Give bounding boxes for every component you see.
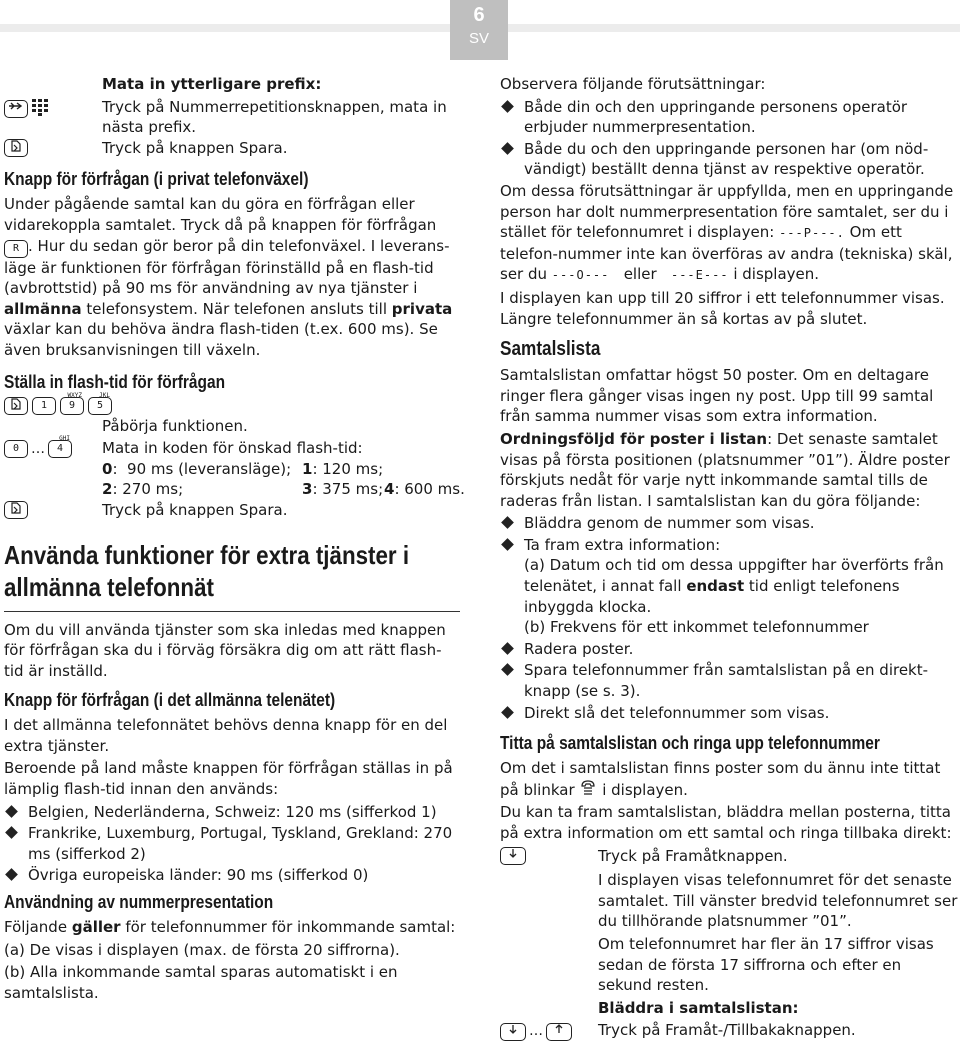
forward-key-icon (500, 1023, 526, 1041)
scroll-step: … Tryck på Framåt-/Tillbakaknappen. (500, 1020, 958, 1041)
order-paragraph: Ordningsföljd för poster i listan: Det senaste samtalet visas på första positionen (platsnummer ”01”). Äldre poster förskjuts nedåt för varje nytt inkommande samtal tills de raderas från listan. I samtalslistan kan du göra följande: (500, 429, 950, 510)
prefix-step-1-text: Tryck på Nummerrepetitionsknappen, mata in nästa prefix. (102, 97, 447, 137)
key-4-icon: GHI 4 (48, 440, 72, 458)
call-list-actions (500, 513, 958, 723)
language-code: SV (468, 30, 489, 47)
public-network-paragraph: Om du vill använda tjänster som ska inledas med knappen för förfrågan ska du i förväg försäkra dig om att rätt flash-tid är inställd. (4, 620, 446, 680)
display-private-code: ---P---. (779, 226, 845, 241)
redial-key-icon (4, 100, 28, 118)
left-column (4, 74, 465, 1005)
list-item: Belgien, Nederländerna, Schweiz: 120 ms (sifferkod 1) (4, 802, 460, 823)
view-paragraph-1: Om det i samtalslistan finns poster som du ännu inte tittat på blinkar i displayen. (500, 759, 941, 799)
flash-code-4: 4: 600 ms. (384, 480, 465, 499)
view-paragraph-2: Du kan ta fram samtalslistan, bläddra mellan posterna, titta på extra information om ett samtal och ringa tillbaka direkt: (500, 803, 952, 842)
public-key-paragraph-1: I det allmänna telefonnätet behövs denna knapp för en del extra tjänster. (4, 716, 448, 755)
list-item: Frankrike, Luxemburg, Portugal, Tyskland, Grekland: 270 ms (sifferkod 2) (4, 823, 460, 864)
digits-paragraph: I displayen kan upp till 20 siffror i ett telefonnummer visas. Längre telefonnummer än så kortas av på slutet. (500, 288, 945, 328)
prefix-heading: Mata in ytterligare prefix: (102, 75, 322, 93)
prefix-step-2 (4, 138, 460, 159)
list-item: Både du och den uppringande personen har (om nöd-vändigt) beställt denna tjänst av respektive operatör. (500, 139, 958, 180)
heading-view-call-list: Titta på samtalslistan och ringa upp telefonnummer (500, 733, 880, 754)
forward-description-1: I displayen visas telefonnumret för det senaste samtalet. Till vänster bredvid telefonnumret ser du tillhörande platsnummer ”01”. (598, 871, 958, 931)
flash-code-2: 2: 270 ms; (102, 480, 184, 499)
flash-step-2: 0 … GHI 4 Mata in koden för önskad flash-tid: 0: 90 ms (leveransläge); 1: 120 ms; 2: 270 ms; 3: 375 ms; 4: 600 ms. (4, 438, 460, 500)
conditions-list (500, 97, 958, 180)
list-item: Radera poster. (500, 639, 958, 660)
heading-call-list: Samtalslista (500, 338, 601, 361)
prefix-step-1-icons (4, 98, 49, 122)
keypad-icon (31, 98, 49, 122)
flash-code-3: 3: 375 ms; (302, 480, 384, 499)
caller-id-paragraph-1: Följande gäller för telefonnummer för inkommande samtal: (4, 918, 456, 937)
scroll-heading: Bläddra i samtalslistan: (598, 998, 799, 1017)
heading-public-network-1: Använda funktioner för extra tjänster i (4, 539, 410, 570)
caller-id-paragraph-2: (a) De visas i displayen (max. de första 20 siffrorna). (4, 940, 400, 959)
public-key-paragraph-2: Beroende på land måste knappen för förfrågan ställas in på lämplig flash-tid innan den används: (4, 759, 453, 799)
key-9-icon: WXYZ 9 (60, 397, 84, 415)
prefix-step-1 (4, 97, 460, 138)
list-item: Övriga europeiska länder: 90 ms (sifferkod 0) (4, 865, 460, 886)
flash-step-1: Påbörja funktionen. (102, 416, 248, 435)
recall-key-icon: R (4, 240, 28, 258)
call-list-blink-icon (579, 781, 597, 799)
section-divider (4, 611, 460, 612)
save-key-icon (4, 139, 28, 157)
caller-id-paragraph-3: (b) Alla inkommande samtal sparas automatiskt i en samtalslista. (4, 963, 398, 1002)
heading-flash-time: Ställa in flash-tid för förfrågan (4, 371, 226, 392)
conditions-paragraph: Om dessa förutsättningar är uppfyllda, men en uppringande person har dolt nummerpresentation före samtalet, ser du i stället för telefonnumret i displayen: ---P---. Om ett telefon-nummer inte kan överföras av andra (tekniska) skäl, ser du ---O--- eller ---E--- i displayen. (500, 181, 954, 284)
key-5-icon: JKL 5 (88, 397, 112, 415)
page-number: 6 (473, 4, 485, 26)
list-item: Direkt slå det telefonnummer som visas. (500, 703, 958, 724)
list-item: Både din och den uppringande personens operatör erbjuder nummerpresentation. (500, 97, 958, 138)
display-unavailable-code: ---O--- (551, 268, 610, 283)
list-item: Ta fram extra information: (a) Datum och tid om dessa uppgifter har överförts från telenätet, i annat fall endast tid enligt telefonens inbyggda klocka. (b) Frekvens för ett inkommet telefonnummer (500, 535, 958, 638)
flash-code-0: 0: 90 ms (leveransläge); (102, 459, 292, 478)
list-item: Spara telefonnummer från samtalslistan på en direkt-knapp (se s. 3). (500, 660, 958, 701)
heading-private-exchange: Knapp för förfrågan (i privat telefonväxel) (4, 169, 309, 190)
prefix-step-2-text: Tryck på knappen Spara. (102, 138, 288, 157)
heading-public-recall-key: Knapp för förfrågan (i det allmänna telenätet) (4, 690, 336, 711)
key-0-icon: 0 (4, 440, 28, 458)
flash-step-3: Tryck på knappen Spara. (4, 500, 460, 521)
save-key-icon (4, 501, 28, 519)
forward-key-icon (500, 847, 526, 865)
display-error-code: ---E--- (670, 268, 729, 283)
private-exchange-paragraph: Under pågående samtal kan du göra en förfrågan eller vidarekoppla samtalet. Tryck då på knappen för förfrågan R . Hur du sedan gör beror på din telefonväxel. I leverans-läge är funktionen för förfrågan förinställd på en flash-tid (avbrottstid) på 90 ms för användning av nya tjänster i allmänna telefonsystem. När telefonen ansluts till privata växlar kan du behöva ändra flash-tiden (t.ex. 600 ms). Se även bruksanvisningen till växeln. (4, 195, 453, 359)
right-column (500, 74, 958, 1041)
page-tab (450, 0, 508, 60)
save-key-icon (4, 397, 28, 415)
flash-code-1: 1: 120 ms; (302, 459, 384, 478)
call-list-paragraph: Samtalslistan omfattar högst 50 poster. Om en deltagare ringer flera gånger visas ingen ny post. Upp till 99 samtal från samma nummer visas som extra information. (500, 366, 934, 426)
conditions-intro: Observera följande förutsättningar: (500, 75, 766, 93)
country-list (4, 802, 460, 886)
heading-public-network-2: allmänna telefonnät (4, 571, 214, 602)
flash-key-sequence (4, 391, 460, 415)
key-1-icon: 1 (32, 397, 56, 415)
heading-caller-id: Användning av nummerpresentation (4, 892, 274, 913)
back-key-icon (546, 1023, 572, 1041)
list-item: Bläddra genom de nummer som visas. (500, 513, 958, 534)
forward-step: Tryck på Framåtknappen. (500, 846, 958, 867)
forward-description-2: Om telefonnumret har fler än 17 siffror visas sedan de första 17 siffrorna och efter en sekund resten. (598, 934, 934, 995)
